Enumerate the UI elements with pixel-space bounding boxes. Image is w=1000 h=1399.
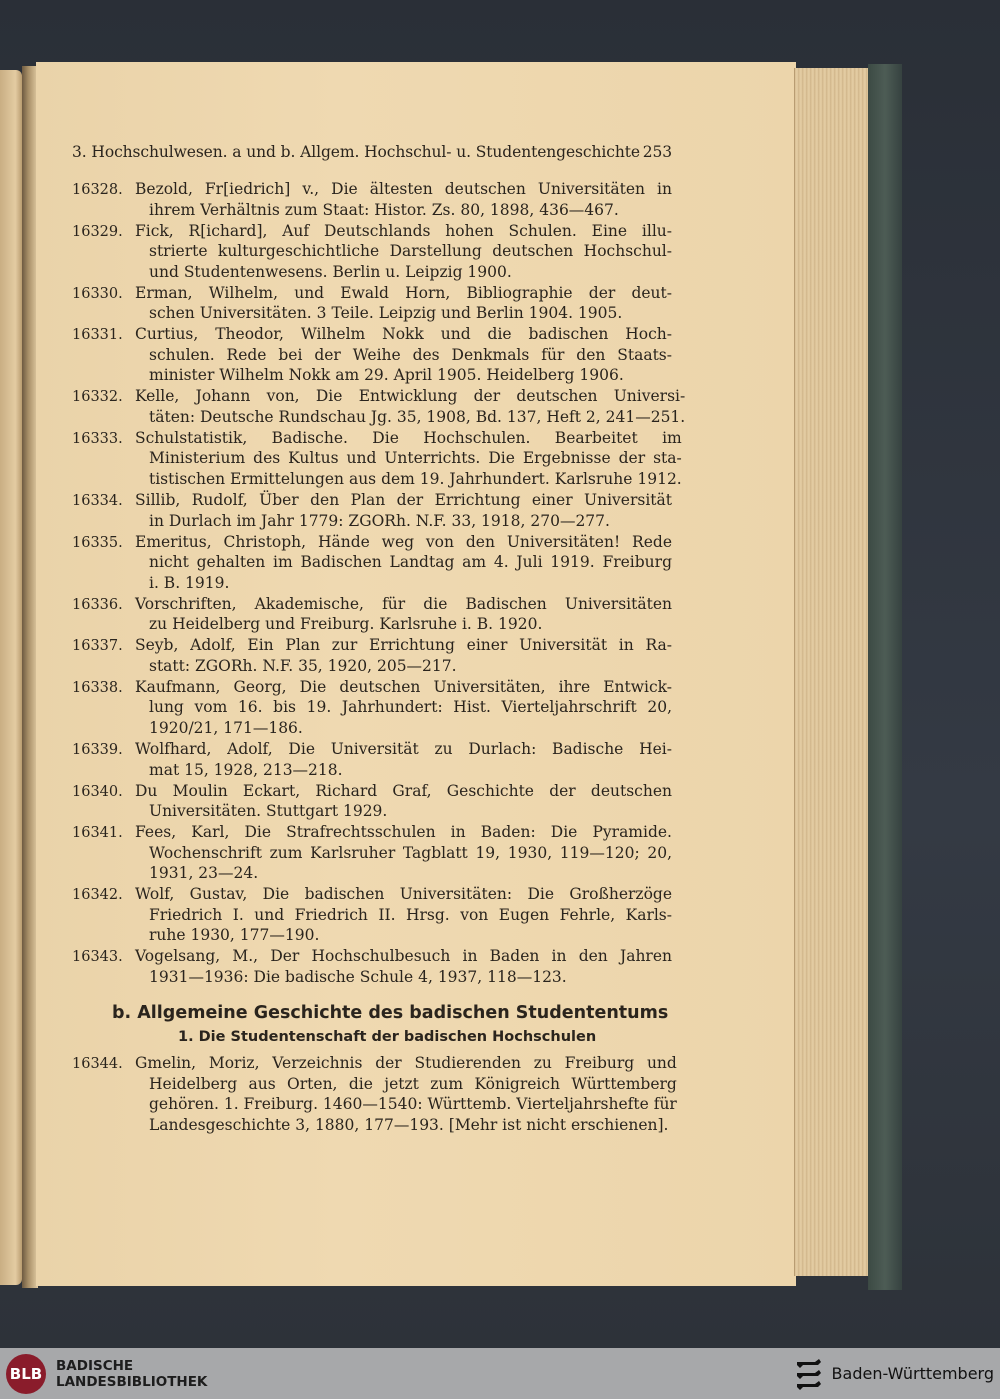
entry-text <box>135 739 672 780</box>
entry-number: 16341. <box>72 825 123 842</box>
entry-number: 16334. <box>72 493 123 510</box>
entry-line: und Studentenwesens. Berlin u. Leipzig 1900. <box>149 262 512 281</box>
entry-line: Heidelberg aus Orten, die jetzt zum Königreich Württemberg <box>149 1074 677 1093</box>
entry-text <box>135 221 672 283</box>
state-name: Baden-Württemberg <box>831 1364 994 1383</box>
entry-number: 16342. <box>72 887 123 904</box>
entry-number: 16333. <box>72 430 123 447</box>
entry-number: 16330. <box>72 285 123 302</box>
entry-line: 1931—1936: Die badische Schule 4, 1937, 118—123. <box>149 967 567 986</box>
bibliography-entry <box>72 490 672 531</box>
entry-number: 16340. <box>72 783 123 800</box>
entry-number: 16344. <box>72 1056 123 1073</box>
entry-line: Universitäten. Stuttgart 1929. <box>149 802 388 821</box>
entry-line: Wochenschrift zum Karlsruher Tagblatt 19, 1930, 119—120; 20, <box>149 843 672 862</box>
bibliography-list-a <box>72 179 686 987</box>
entry-text <box>135 635 672 676</box>
entry-line: 1920/21, 171—186. <box>149 718 303 737</box>
bibliography-entry <box>72 739 672 780</box>
entry-line: gehören. 1. Freiburg. 1460—1540: Württemb. Vierteljahrshefte für <box>149 1095 677 1114</box>
library-name <box>56 1358 207 1390</box>
entry-line: ruhe 1930, 177—190. <box>149 926 320 945</box>
entry-line: ihrem Verhältnis zum Staat: Histor. Zs. 80, 1898, 436—467. <box>149 200 619 219</box>
bibliography-list-b <box>72 1053 677 1135</box>
entry-line: Kaufmann, Georg, Die deutschen Universitäten, ihre Entwick- <box>135 677 672 696</box>
bibliography-entry <box>72 822 672 884</box>
entry-line: zu Heidelberg und Freiburg. Karlsruhe i. B. 1920. <box>149 615 543 634</box>
bibliography-entry <box>72 324 672 386</box>
running-header <box>72 143 672 179</box>
entry-line: Seyb, Adolf, Ein Plan zur Errichtung einer Universität in Ra- <box>135 636 672 655</box>
entry-line: täten: Deutsche Rundschau Jg. 35, 1908, Bd. 137, Heft 2, 241—251. <box>149 407 686 426</box>
entry-number: 16339. <box>72 742 123 759</box>
entry-text <box>135 781 672 822</box>
entry-line: Kelle, Johann von, Die Entwicklung der deutschen Universi- <box>135 387 686 406</box>
entry-number: 16335. <box>72 534 123 551</box>
entry-text <box>135 324 672 386</box>
bibliography-entry <box>72 1053 677 1135</box>
viewer-footer <box>0 1348 1000 1399</box>
page-fore-edge <box>794 68 871 1276</box>
bibliography-entry <box>72 221 672 283</box>
entry-text <box>135 822 672 884</box>
entry-number: 16331. <box>72 327 123 344</box>
entry-text <box>135 946 672 987</box>
entry-line: Bezold, Fr[iedrich] v., Die ältesten deutschen Universitäten in <box>135 180 672 198</box>
entry-line: schulen. Rede bei der Weihe des Denkmals für den Staats- <box>149 345 672 364</box>
bibliography-entry <box>72 946 672 987</box>
library-name-line1: BADISCHE <box>56 1357 134 1374</box>
baden-wuerttemberg-logo[interactable] <box>794 1356 1000 1392</box>
entry-line: lung vom 16. bis 19. Jahrhundert: Hist. Vierteljahrschrift 20, <box>149 698 672 717</box>
entry-text <box>135 283 672 324</box>
left-page-edge <box>0 70 22 1285</box>
entry-text <box>135 677 672 739</box>
page-number: 253 <box>642 143 672 161</box>
blb-badge-icon: BLB <box>6 1354 46 1394</box>
entry-line: minister Wilhelm Nokk am 29. April 1905. Heidelberg 1906. <box>149 366 624 385</box>
bibliography-entry <box>72 594 672 635</box>
entry-number: 16343. <box>72 949 123 966</box>
entry-text <box>135 386 685 427</box>
entry-line: mat 15, 1928, 213—218. <box>149 760 343 779</box>
entry-text <box>135 594 672 635</box>
entry-text <box>135 179 672 220</box>
entry-line: strierte kulturgeschichtliche Darstellung deutschen Hochschul- <box>149 242 672 261</box>
library-name-line2: LANDESBIBLIOTHEK <box>56 1373 208 1390</box>
entry-line: Ministerium des Kultus und Unterrichts. Die Ergebnisse der sta- <box>149 449 682 468</box>
bibliography-entry <box>72 386 686 427</box>
entry-text <box>135 1053 677 1135</box>
entry-line: i. B. 1919. <box>149 573 230 592</box>
bibliography-entry <box>72 428 682 490</box>
bibliography-entry <box>72 532 672 594</box>
entry-line: Wolf, Gustav, Die badischen Universitäten: Die Großherzöge <box>135 885 672 904</box>
entry-line: statt: ZGORh. N.F. 35, 1920, 205—217. <box>149 656 457 675</box>
bibliography-entry <box>72 884 672 946</box>
entry-line: Curtius, Theodor, Wilhelm Nokk und die badischen Hoch- <box>135 325 672 344</box>
entry-text <box>135 884 672 946</box>
entry-text <box>135 532 672 594</box>
book-cover-board <box>868 64 902 1290</box>
entry-line: tistischen Ermittelungen aus dem 19. Jahrhundert. Karlsruhe 1912. <box>149 469 682 488</box>
entry-line: Vogelsang, M., Der Hochschulbesuch in Baden in den Jahren <box>135 947 672 966</box>
entry-line: Sillib, Rudolf, Über den Plan der Errichtung einer Universität <box>135 491 672 510</box>
entry-line: Friedrich I. und Friedrich II. Hrsg. von Eugen Fehrle, Karls- <box>149 905 672 924</box>
entry-line: nicht gehalten im Badischen Landtag am 4. Juli 1919. Freiburg <box>149 553 672 572</box>
running-title: 3. Hochschulwesen. a und b. Allgem. Hochschul- u. Studentengeschichte <box>72 143 640 161</box>
entry-line: Gmelin, Moriz, Verzeichnis der Studierenden zu Freiburg und <box>135 1054 677 1073</box>
page-text <box>72 143 686 1136</box>
bibliography-entry <box>72 179 672 220</box>
entry-line: Erman, Wilhelm, und Ewald Horn, Bibliographie der deut- <box>135 283 672 302</box>
entry-number: 16328. <box>72 182 123 198</box>
blb-logo[interactable] <box>0 1354 207 1394</box>
lions-crest-icon <box>794 1356 824 1392</box>
entry-line: Fick, R[ichard], Auf Deutschlands hohen Schulen. Eine illu- <box>135 221 672 240</box>
entry-line: Emeritus, Christoph, Hände weg von den Universitäten! Rede <box>135 532 672 551</box>
entry-text <box>135 428 682 490</box>
bibliography-entry <box>72 635 672 676</box>
entry-line: Wolfhard, Adolf, Die Universität zu Durlach: Badische Hei- <box>135 740 672 759</box>
entry-line: Du Moulin Eckart, Richard Graf, Geschichte der deutschen <box>135 781 672 800</box>
entry-number: 16337. <box>72 638 123 655</box>
entry-line: schen Universitäten. 3 Teile. Leipzig und Berlin 1904. 1905. <box>149 304 623 323</box>
entry-line: Landesgeschichte 3, 1880, 177—193. [Mehr ist nicht erschienen]. <box>149 1115 669 1134</box>
entry-line: Fees, Karl, Die Strafrechtsschulen in Baden: Die Pyramide. <box>135 823 672 842</box>
bibliography-entry <box>72 677 672 739</box>
entry-line: Schulstatistik, Badische. Die Hochschulen. Bearbeitet im <box>135 428 682 447</box>
section-heading-b: b. Allgemeine Geschichte des badischen Studententums <box>112 1003 669 1024</box>
subsection-heading-1: 1. Die Studentenschaft der badischen Hochschulen <box>178 1029 597 1046</box>
entry-number: 16332. <box>72 389 123 406</box>
entry-number: 16329. <box>72 223 123 240</box>
entry-line: 1931, 23—24. <box>149 864 259 883</box>
entry-text <box>135 490 672 531</box>
entry-line: in Durlach im Jahr 1779: ZGORh. N.F. 33, 1918, 270—277. <box>149 511 610 530</box>
bibliography-entry <box>72 283 672 324</box>
entry-number: 16336. <box>72 596 123 613</box>
bibliography-entry <box>72 781 672 822</box>
entry-number: 16338. <box>72 679 123 696</box>
entry-line: Vorschriften, Akademische, für die Badischen Universitäten <box>135 594 672 613</box>
